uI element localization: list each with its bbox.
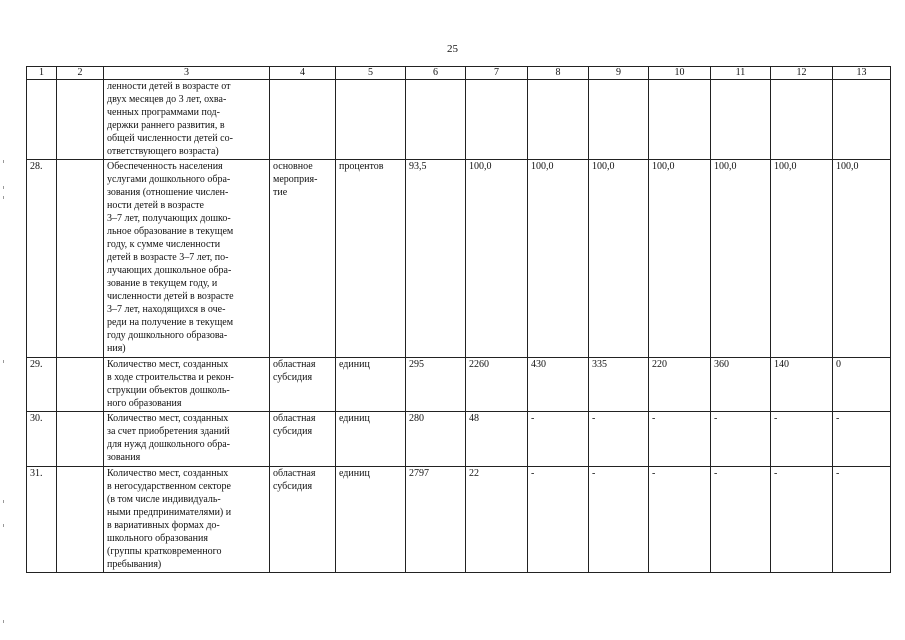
- value-cell: 100,0: [589, 160, 649, 358]
- value-cell: -: [528, 412, 589, 467]
- value-cell: [406, 80, 466, 160]
- header-cell: 8: [528, 67, 589, 80]
- value-cell: 360: [711, 358, 771, 412]
- page-number: 25: [447, 43, 458, 55]
- header-cell: 4: [270, 67, 336, 80]
- indicator-description: Количество мест, созданных в ходе строительства и рекон- струкции объектов дошколь- ного образования: [104, 358, 270, 412]
- row-number: 28.: [27, 160, 57, 358]
- table-row: [27, 467, 891, 573]
- value-cell: -: [589, 412, 649, 467]
- value-cell: -: [711, 467, 771, 573]
- scan-margin-mark: [3, 360, 4, 363]
- indicator-type: областная субсидия: [270, 412, 336, 467]
- header-cell: 3: [104, 67, 270, 80]
- value-cell: [466, 80, 528, 160]
- value-cell: 48: [466, 412, 528, 467]
- value-cell: [528, 80, 589, 160]
- indicator-description: ленности детей в возрасте от двух месяцев до 3 лет, охва- ченных программами под- держки раннего развития, в общей численности детей со- ответствующего возраста): [104, 80, 270, 160]
- row-number: 29.: [27, 358, 57, 412]
- header-cell: 13: [833, 67, 891, 80]
- header-cell: 7: [466, 67, 528, 80]
- value-cell: -: [771, 467, 833, 573]
- value-cell: [589, 80, 649, 160]
- value-cell: 335: [589, 358, 649, 412]
- value-cell: 100,0: [711, 160, 771, 358]
- table-row: [27, 412, 891, 467]
- column-number-row: [27, 67, 891, 80]
- value-cell: 22: [466, 467, 528, 573]
- header-cell: 1: [27, 67, 57, 80]
- row-col2: [57, 80, 104, 160]
- indicator-description: Количество мест, созданных в негосударственном секторе (в том числе индивидуаль- ными предпринимателями) и в вариативных формах до- школьного образования (группы кратковременного пребывания): [104, 467, 270, 573]
- table-row: [27, 160, 891, 358]
- scan-margin-mark: [3, 186, 4, 189]
- indicator-unit: единиц: [336, 358, 406, 412]
- value-cell: [711, 80, 771, 160]
- row-col2: [57, 160, 104, 358]
- header-cell: 5: [336, 67, 406, 80]
- row-number: 30.: [27, 412, 57, 467]
- value-cell: 295: [406, 358, 466, 412]
- row-col2: [57, 412, 104, 467]
- value-cell: 2797: [406, 467, 466, 573]
- indicator-description: Количество мест, созданных за счет приобретения зданий для нужд дошкольного обра- зования: [104, 412, 270, 467]
- indicator-type: основное мероприя- тие: [270, 160, 336, 358]
- value-cell: 2260: [466, 358, 528, 412]
- row-number: [27, 80, 57, 160]
- value-cell: 0: [833, 358, 891, 412]
- indicator-table: [26, 66, 891, 573]
- value-cell: [771, 80, 833, 160]
- table-row: [27, 358, 891, 412]
- value-cell: -: [589, 467, 649, 573]
- header-cell: 2: [57, 67, 104, 80]
- indicator-unit: процентов: [336, 160, 406, 358]
- value-cell: -: [771, 412, 833, 467]
- value-cell: 100,0: [466, 160, 528, 358]
- value-cell: 100,0: [649, 160, 711, 358]
- indicator-type: областная субсидия: [270, 467, 336, 573]
- value-cell: [649, 80, 711, 160]
- table-row: [27, 80, 891, 160]
- value-cell: 280: [406, 412, 466, 467]
- indicator-unit: единиц: [336, 412, 406, 467]
- row-col2: [57, 467, 104, 573]
- value-cell: 220: [649, 358, 711, 412]
- value-cell: 100,0: [833, 160, 891, 358]
- value-cell: 140: [771, 358, 833, 412]
- scan-margin-mark: [3, 196, 4, 199]
- indicator-type: областная субсидия: [270, 358, 336, 412]
- indicator-unit: [336, 80, 406, 160]
- value-cell: -: [649, 467, 711, 573]
- scan-margin-mark: [3, 160, 4, 163]
- value-cell: 100,0: [528, 160, 589, 358]
- header-cell: 11: [711, 67, 771, 80]
- value-cell: -: [833, 412, 891, 467]
- scan-margin-mark: [3, 620, 4, 623]
- value-cell: 100,0: [771, 160, 833, 358]
- row-number: 31.: [27, 467, 57, 573]
- value-cell: -: [649, 412, 711, 467]
- value-cell: 93,5: [406, 160, 466, 358]
- indicator-type: [270, 80, 336, 160]
- value-cell: -: [833, 467, 891, 573]
- indicator-unit: единиц: [336, 467, 406, 573]
- indicator-description: Обеспеченность населения услугами дошкольного обра- зования (отношение числен- ности детей в возрасте 3–7 лет, получающих дошко- льное образование в текущем году, к сумме численности детей в возрасте 3–7 лет, по- лучающих дошкольное обра- зование в текущем году, и численности детей в возрасте 3–7 лет, находящихся в оче- реди на получение в текущем году дошкольного образова- ния): [104, 160, 270, 358]
- scan-margin-mark: [3, 524, 4, 527]
- value-cell: [833, 80, 891, 160]
- header-cell: 9: [589, 67, 649, 80]
- value-cell: 430: [528, 358, 589, 412]
- scan-margin-mark: [3, 500, 4, 503]
- header-cell: 6: [406, 67, 466, 80]
- value-cell: -: [711, 412, 771, 467]
- header-cell: 12: [771, 67, 833, 80]
- row-col2: [57, 358, 104, 412]
- header-cell: 10: [649, 67, 711, 80]
- value-cell: -: [528, 467, 589, 573]
